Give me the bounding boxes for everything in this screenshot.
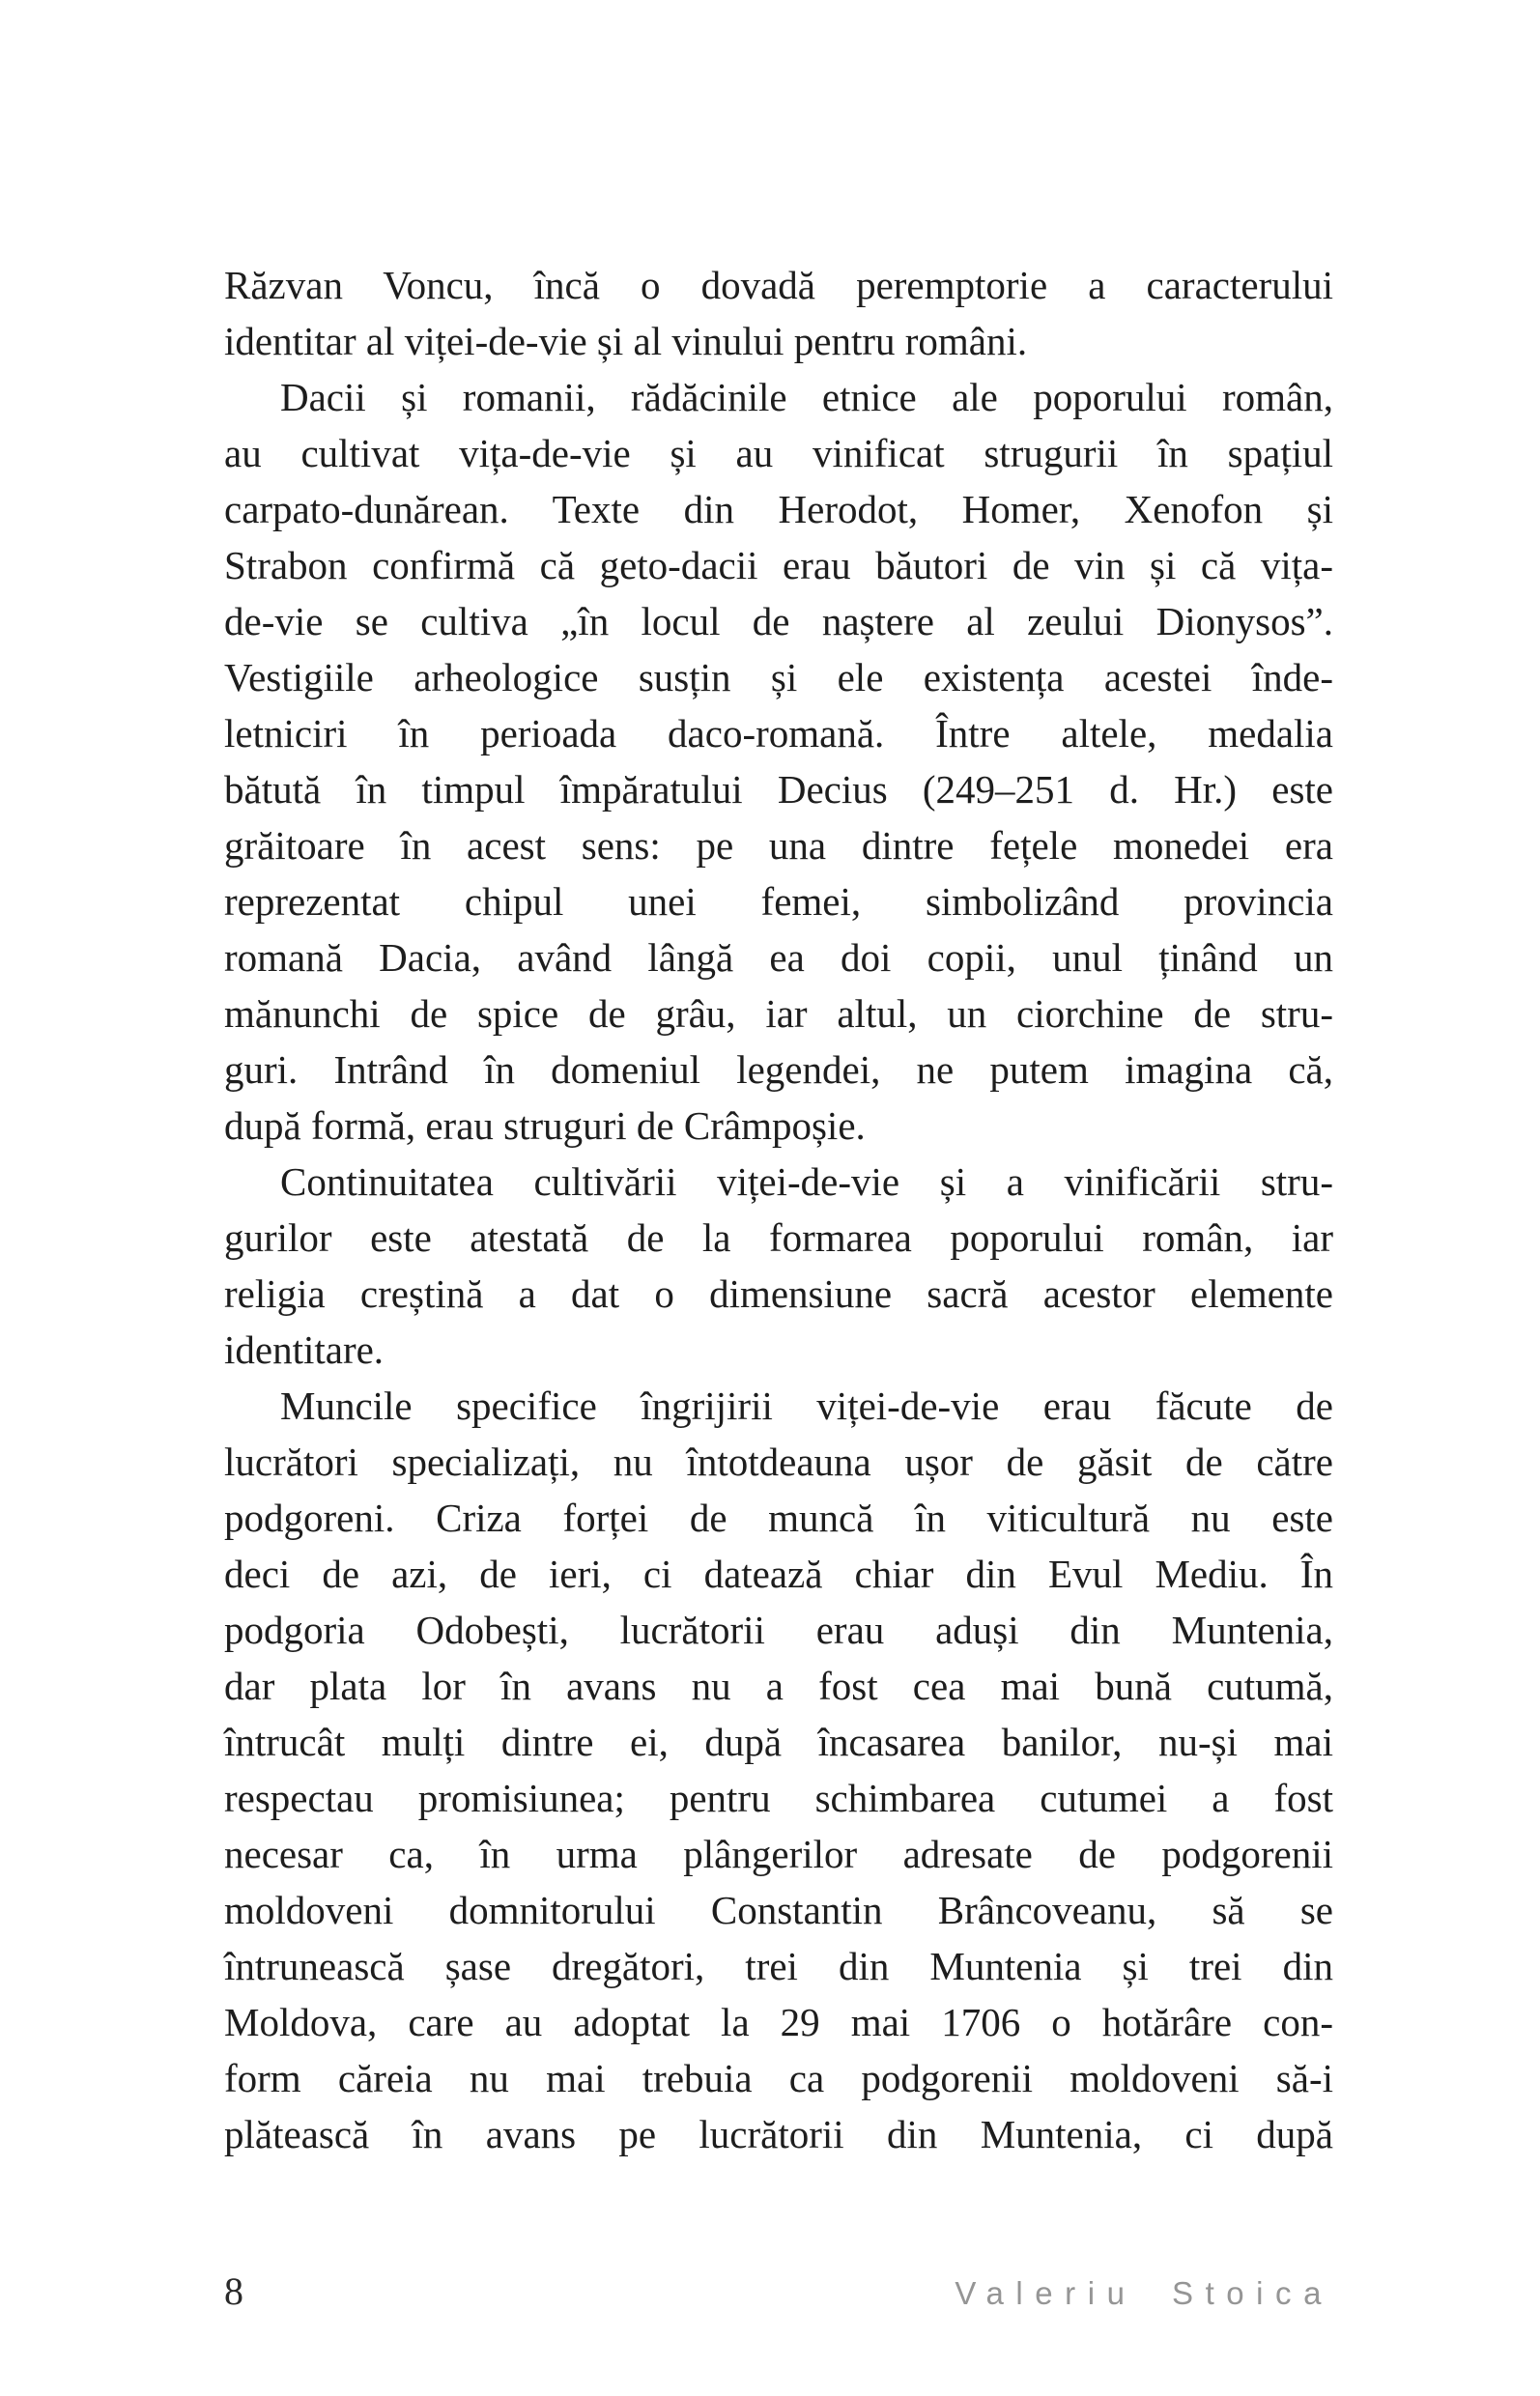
text-line: au cultivat vița-de-vie și au vinificat strugurii în spațiul — [224, 431, 1333, 475]
text-line: grăitoare în acest sens: pe una dintre fețele monedei era — [224, 823, 1333, 868]
paragraph — [224, 1154, 1333, 1378]
text-line: plătească în avans pe lucrătorii din Muntenia, ci după — [224, 2112, 1333, 2156]
text-line: podgoria Odobești, lucrătorii erau aduși din Muntenia, — [224, 1608, 1333, 1652]
text-line: după formă, erau struguri de Crâmpoșie. — [224, 1103, 866, 1148]
text-line: respectau promisiunea; pentru schimbarea cutumei a fost — [224, 1776, 1333, 1820]
paragraph — [224, 257, 1333, 369]
text-line: Răzvan Voncu, încă o dovadă peremptorie a caracterului — [224, 263, 1333, 307]
text-line: lucrători specializați, nu întotdeauna ușor de găsit de către — [224, 1440, 1333, 1484]
text-line: carpato-dunărean. Texte din Herodot, Homer, Xenofon și — [224, 487, 1333, 531]
text-line: guri. Intrând în domeniul legendei, ne putem imagina că, — [224, 1047, 1333, 1092]
text-line: bătută în timpul împăratului Decius (249–251 d. Hr.) este — [224, 767, 1333, 812]
text-line: moldoveni domnitorului Constantin Brâncoveanu, să se — [224, 1888, 1333, 1932]
text-line: deci de azi, de ieri, ci datează chiar din Evul Mediu. În — [224, 1552, 1333, 1596]
page-footer — [224, 2268, 1333, 2314]
text-line: podgoreni. Criza forței de muncă în viticultură nu este — [224, 1496, 1333, 1540]
text-line: Strabon confirmă că geto-dacii erau băutori de vin și că vița- — [224, 543, 1333, 587]
page-number: 8 — [224, 2269, 243, 2313]
text-line: de-vie se cultiva „în locul de naștere al zeului Dionysos”. — [224, 599, 1333, 643]
text-line: reprezentat chipul unei femei, simbolizând provincia — [224, 879, 1333, 924]
text-line: letniciri în perioada daco-romană. Între altele, medalia — [224, 711, 1333, 756]
text-line: identitare. — [224, 1327, 385, 1372]
text-line: Moldova, care au adoptat la 29 mai 1706 o hotărâre con- — [224, 2000, 1333, 2044]
text-line: Dacii și romanii, rădăcinile etnice ale poporului român, — [280, 375, 1333, 419]
text-line: romană Dacia, având lângă ea doi copii, unul ținând un — [224, 935, 1333, 980]
page-text — [224, 257, 1333, 2162]
text-line: Continuitatea cultivării viței-de-vie și a vinificării stru- — [280, 1159, 1333, 1204]
text-line: dar plata lor în avans nu a fost cea mai bună cutumă, — [224, 1664, 1333, 1708]
text-line: întrucât mulți dintre ei, după încasarea banilor, nu-și mai — [224, 1720, 1333, 1764]
text-line: Vestigiile arheologice susțin și ele existența acestei înde- — [224, 655, 1333, 699]
text-line: gurilor este atestată de la formarea poporului român, iar — [224, 1215, 1333, 1260]
running-footer-author: Valeriu Stoica — [955, 2275, 1333, 2311]
text-line: întrunească șase dregători, trei din Muntenia și trei din — [224, 1944, 1333, 1988]
text-line: necesar ca, în urma plângerilor adresate de podgorenii — [224, 1832, 1333, 1876]
paragraph — [224, 369, 1333, 1154]
text-line: form căreia nu mai trebuia ca podgorenii moldoveni să-i — [224, 2056, 1333, 2100]
text-line: mănunchi de spice de grâu, iar altul, un ciorchine de stru- — [224, 991, 1333, 1036]
text-line: religia creștină a dat o dimensiune sacră acestor elemente — [224, 1271, 1333, 1316]
text-line: identitar al viței-de-vie și al vinului pentru români. — [224, 319, 1028, 363]
paragraph — [224, 1378, 1333, 2162]
text-line: Muncile specifice îngrijirii viței-de-vie erau făcute de — [280, 1383, 1333, 1428]
